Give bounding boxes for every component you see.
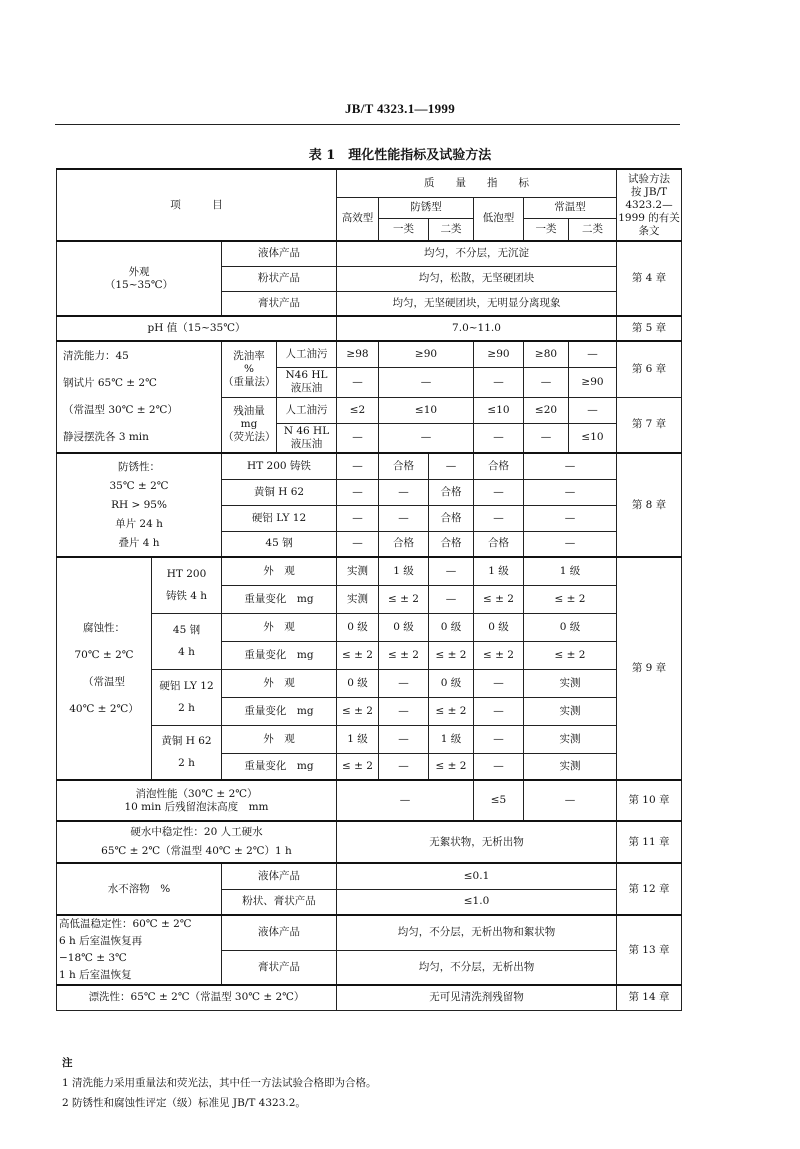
value-cell: — (337, 423, 379, 453)
value-cell: ≤ ± 2 (429, 753, 474, 780)
value-cell: — (379, 697, 429, 725)
value-cell: — (474, 753, 524, 780)
value-cell: ≥90 (379, 341, 474, 367)
value-cell: ≤ ± 2 (379, 641, 429, 669)
corrosion-material: 硬铝 LY 12 2 h (152, 669, 222, 725)
value-cell: 实测 (337, 585, 379, 613)
corrosion-material: 45 钢 4 h (152, 613, 222, 669)
weight-change: 重量变化 mg (222, 697, 337, 725)
value-cell: 0 级 (337, 613, 379, 641)
oil-wash-rate: 洗油率 % （重量法） (222, 341, 277, 397)
powder-paste-product: 粉状、膏状产品 (222, 889, 337, 915)
value-cell: ≤0.1 (337, 863, 617, 889)
value-cell: 实测 (524, 697, 617, 725)
value-cell: 均匀，不分层，无沉淀 (337, 241, 617, 266)
header-rule (55, 124, 680, 125)
value-cell: 无絮状物，无析出物 (337, 821, 617, 863)
value-cell: — (474, 367, 524, 397)
value-cell: — (379, 367, 474, 397)
value-cell: 合格 (429, 479, 474, 505)
method-cell: 第 8 章 (617, 453, 682, 557)
value-cell: ≥90 (474, 341, 524, 367)
value-cell: — (337, 505, 379, 531)
value-cell: 0 级 (524, 613, 617, 641)
value-cell: ≤20 (524, 397, 569, 423)
artificial-oil: 人工油污 (277, 341, 337, 367)
value-cell: 实测 (524, 725, 617, 753)
appearance-sub: 外 观 (222, 725, 337, 753)
corrosion-material: HT 200 铸铁 4 h (152, 557, 222, 613)
value-cell: ≤2 (337, 397, 379, 423)
value-cell: 均匀，松散，无坚硬团块 (337, 266, 617, 291)
value-cell: ≤ ± 2 (474, 585, 524, 613)
value-cell: ≤5 (474, 780, 524, 821)
ph-label: pH 值（15~35℃） (57, 316, 337, 341)
note-2: 2 防锈性和腐蚀性评定（级）标准见 JB/T 4323.2。 (62, 1097, 306, 1109)
paste-product: 膏状产品 (222, 950, 337, 985)
header-class1: 一类 (379, 218, 429, 241)
temp-stability-label: 高低温稳定性：60℃ ± 2℃ 6 h 后室温恢复再 −18℃ ± 3℃ 1 h 后室温恢复 (57, 915, 222, 985)
notes-title: 注 (62, 1057, 73, 1069)
value-cell: — (337, 453, 379, 479)
value-cell: 实测 (524, 669, 617, 697)
value-cell: 7.0~11.0 (337, 316, 617, 341)
value-cell: 无可见清洗剂残留物 (337, 985, 617, 1010)
value-cell: ≤1.0 (337, 889, 617, 915)
value-cell: ≥80 (524, 341, 569, 367)
value-cell: ≤ ± 2 (379, 585, 429, 613)
value-cell: 合格 (474, 453, 524, 479)
method-cell: 第 7 章 (617, 397, 682, 453)
value-cell: — (474, 697, 524, 725)
header-low: 低泡型 (474, 197, 524, 241)
hardwater-label: 硬水中稳定性：20 人工硬水 65℃ ± 2℃（常温型 40℃ ± 2℃）1 h (57, 821, 337, 863)
method-cell: 第 12 章 (617, 863, 682, 915)
spec-table (56, 168, 682, 1011)
method-cell: 第 5 章 (617, 316, 682, 341)
header-quality: 质 量 指 标 (337, 169, 617, 197)
value-cell: ≤ ± 2 (337, 641, 379, 669)
value-cell: 1 级 (429, 725, 474, 753)
value-cell: — (429, 585, 474, 613)
method-cell: 第 10 章 (617, 780, 682, 821)
appearance-sub: 外 观 (222, 613, 337, 641)
value-cell: — (429, 453, 474, 479)
appearance-sub: 外 观 (222, 557, 337, 585)
note-1: 1 清洗能力采用重量法和荧光法，其中任一方法试验合格即为合格。 (62, 1077, 377, 1089)
method-cell: 第 11 章 (617, 821, 682, 863)
hydraulic-oil: N46 HL 液压油 (277, 367, 337, 397)
value-cell: 1 级 (337, 725, 379, 753)
value-cell: 0 级 (379, 613, 429, 641)
header-class2: 二类 (429, 218, 474, 241)
value-cell: ≤10 (569, 423, 617, 453)
table-notes (62, 1053, 377, 1113)
value-cell: — (379, 725, 429, 753)
value-cell: — (524, 367, 569, 397)
appearance-sub: 外 观 (222, 669, 337, 697)
corrosion-label: 腐蚀性： 70℃ ± 2℃ （常温型 40℃ ± 2℃） (57, 557, 152, 780)
value-cell: — (569, 341, 617, 367)
value-cell: 均匀，不分层，无析出物 (337, 950, 617, 985)
value-cell: 0 级 (429, 613, 474, 641)
value-cell: — (379, 505, 429, 531)
header-class3: 一类 (524, 218, 569, 241)
standard-number: JB/T 4323.1—1999 (344, 101, 456, 116)
value-cell: 合格 (379, 453, 429, 479)
value-cell: 0 级 (474, 613, 524, 641)
liquid-product: 液体产品 (222, 863, 337, 889)
value-cell: — (524, 423, 569, 453)
value-cell: ≤ ± 2 (429, 697, 474, 725)
value-cell: — (524, 505, 617, 531)
weight-change: 重量变化 mg (222, 753, 337, 780)
cleaning-label: 清洗能力：45 钢试片 65℃ ± 2℃ （常温型 30℃ ± 2℃） 静浸摆洗各 3 min (57, 341, 222, 453)
artificial-oil: 人工油污 (277, 397, 337, 423)
rinse-label: 漂洗性：65℃ ± 2℃（常温型 30℃ ± 2℃） (57, 985, 337, 1010)
header-normal: 常温型 (524, 197, 617, 218)
value-cell: — (337, 367, 379, 397)
value-cell: — (524, 780, 617, 821)
value-cell: ≤10 (474, 397, 524, 423)
value-cell: 合格 (429, 505, 474, 531)
value-cell: 0 级 (337, 669, 379, 697)
value-cell: 实测 (524, 753, 617, 780)
value-cell: — (474, 423, 524, 453)
foam-label: 消泡性能（30℃ ± 2℃） 10 min 后残留泡沫高度 mm (57, 780, 337, 821)
value-cell: ≤ ± 2 (474, 641, 524, 669)
method-cell: 第 9 章 (617, 557, 682, 780)
value-cell: — (524, 453, 617, 479)
value-cell: ≥98 (337, 341, 379, 367)
rust-label: 防锈性： 35℃ ± 2℃ RH > 95% 单片 24 h 叠片 4 h (57, 453, 222, 557)
value-cell: 1 级 (524, 557, 617, 585)
header-item: 项 目 (57, 169, 337, 241)
material: 硬铝 LY 12 (222, 505, 337, 531)
value-cell: — (379, 479, 429, 505)
header-high: 高效型 (337, 197, 379, 241)
corrosion-material: 黄铜 H 62 2 h (152, 725, 222, 780)
appearance-label: 外观 （15~35℃） (57, 241, 222, 316)
header-class4: 二类 (569, 218, 617, 241)
value-cell: 均匀，无坚硬团块，无明显分离现象 (337, 291, 617, 316)
value-cell: ≥90 (569, 367, 617, 397)
value-cell: 0 级 (429, 669, 474, 697)
method-cell: 第 6 章 (617, 341, 682, 397)
value-cell: — (337, 780, 474, 821)
value-cell: — (337, 531, 379, 557)
table-title: 表 1 理化性能指标及试验方法 (308, 148, 492, 163)
value-cell: ≤ ± 2 (337, 753, 379, 780)
value-cell: — (379, 669, 429, 697)
header-rust: 防锈型 (379, 197, 474, 218)
value-cell: — (474, 505, 524, 531)
value-cell: 1 级 (474, 557, 524, 585)
value-cell: — (474, 669, 524, 697)
method-cell: 第 13 章 (617, 915, 682, 985)
value-cell: ≤ ± 2 (337, 697, 379, 725)
method-cell: 第 4 章 (617, 241, 682, 316)
paste-product: 膏状产品 (222, 291, 337, 316)
liquid-product: 液体产品 (222, 241, 337, 266)
weight-change: 重量变化 mg (222, 641, 337, 669)
value-cell: ≤ ± 2 (429, 641, 474, 669)
hydraulic-oil: N 46 HL 液压油 (277, 423, 337, 453)
header-method: 试验方法 按 JB/T 4323.2— 1999 的有关条文 (617, 169, 682, 241)
material: 45 钢 (222, 531, 337, 557)
value-cell: — (524, 531, 617, 557)
liquid-product: 液体产品 (222, 915, 337, 950)
value-cell: 合格 (379, 531, 429, 557)
value-cell: ≤ ± 2 (524, 641, 617, 669)
value-cell: — (474, 725, 524, 753)
value-cell: 均匀，不分层，无析出物和絮状物 (337, 915, 617, 950)
value-cell: ≤ ± 2 (524, 585, 617, 613)
value-cell: — (379, 753, 429, 780)
value-cell: — (379, 423, 474, 453)
insoluble-label: 水不溶物 % (57, 863, 222, 915)
powder-product: 粉状产品 (222, 266, 337, 291)
weight-change: 重量变化 mg (222, 585, 337, 613)
value-cell: — (524, 479, 617, 505)
value-cell: — (429, 557, 474, 585)
value-cell: 实测 (337, 557, 379, 585)
material: HT 200 铸铁 (222, 453, 337, 479)
value-cell: — (337, 479, 379, 505)
residual-oil: 残油量 mg （荧光法） (222, 397, 277, 453)
value-cell: — (474, 479, 524, 505)
material: 黄铜 H 62 (222, 479, 337, 505)
value-cell: 合格 (474, 531, 524, 557)
value-cell: 合格 (429, 531, 474, 557)
method-cell: 第 14 章 (617, 985, 682, 1010)
value-cell: — (569, 397, 617, 423)
value-cell: 1 级 (379, 557, 429, 585)
value-cell: ≤10 (379, 397, 474, 423)
